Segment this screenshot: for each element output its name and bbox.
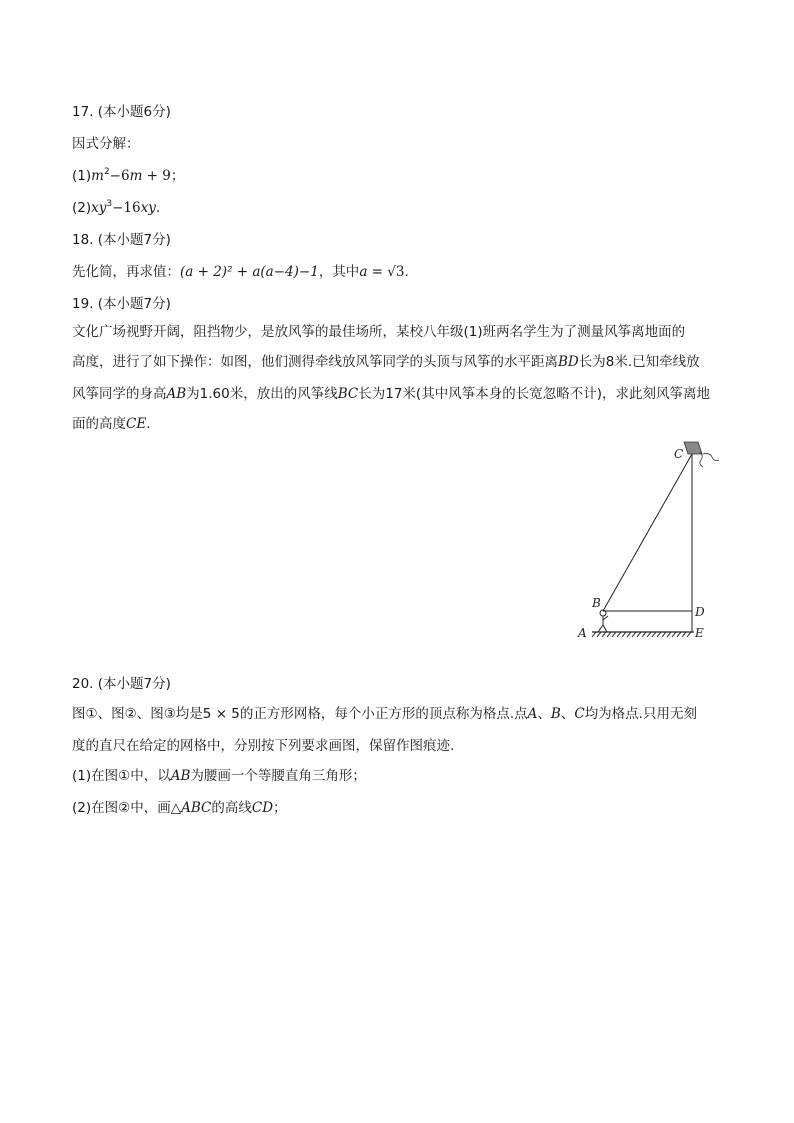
q19-var-ce: CE — [126, 416, 147, 432]
q17-header: 17. (本小题6分) — [72, 104, 171, 120]
q17-part1 — [72, 166, 184, 186]
q18-body — [72, 262, 409, 282]
q20-part2 — [72, 798, 287, 818]
q19-line3 — [72, 384, 710, 404]
q18-cond-end: . — [404, 264, 409, 280]
kite-figure — [570, 436, 730, 646]
q17-p1-var-m: m — [91, 168, 104, 184]
ground-hatch — [592, 632, 694, 637]
q17-p2-coef: −16 — [112, 200, 141, 216]
q17-p1-var-m2: m — [129, 168, 143, 184]
q20-line1-b: 均为格点.只用无刻 — [584, 706, 697, 722]
q19-line2 — [72, 352, 700, 372]
q19-var-ab: AB — [166, 386, 187, 402]
q17-p2-end: . — [155, 200, 161, 216]
q19-line4-a: 面的高度 — [72, 416, 126, 432]
q20-header: 20. (本小题7分) — [72, 676, 171, 692]
q17-p2-var-xy: xy — [91, 200, 107, 216]
kite-icon — [684, 442, 719, 467]
q19-var-bd: BD — [558, 354, 579, 370]
q20-p2-c: ； — [273, 800, 287, 816]
q20-point-a: A — [527, 706, 538, 722]
q17-part2 — [72, 198, 160, 218]
q19-line2-b: 长为8米.已知牵线放 — [578, 354, 700, 370]
q20-sep2: 、 — [560, 706, 575, 722]
q17-p1-coef: −6 — [109, 168, 130, 184]
person-icon — [598, 610, 608, 632]
q20-line1 — [72, 704, 697, 724]
q20-line1-a: 图①、图②、图③均是5 × 5的正方形网格，每个小正方形的顶点称为格点.点 — [72, 706, 528, 722]
q20-p1-var-ab: AB — [170, 768, 191, 784]
q19-line1: 文化广场视野开阔，阻挡物少，是放风筝的最佳场所，某校八年级(1)班两名学生为了测量风筝离地面的 — [72, 324, 686, 340]
q18-text-b: ，其中 — [318, 264, 360, 280]
q20-sep1: 、 — [537, 706, 551, 722]
q19-header: 19. (本小题7分) — [72, 296, 171, 312]
label-a: A — [578, 626, 587, 640]
q19-var-bc: BC — [337, 386, 359, 402]
q20-p1-b: 为腰画一个等腰直角三角形； — [190, 768, 366, 784]
q20-p2-var-cd: CD — [251, 800, 274, 816]
q19-line2-a: 高度，进行了如下操作：如图，他们测得牵线放风筝同学的头顶与风筝的水平距离 — [72, 354, 558, 370]
q20-line2: 度的直尺在给定的网格中，分别按下列要求画图，保留作图痕迹. — [72, 738, 455, 754]
q17-p2-exponent: 3 — [106, 199, 113, 209]
q17-p2-label: (2) — [72, 200, 92, 216]
q19-line3-a: 风筝同学的身高 — [72, 386, 167, 402]
q19-line4 — [72, 414, 150, 434]
q20-point-b: B — [550, 706, 561, 722]
q18-cond-value: = √3 — [367, 264, 405, 280]
label-e: E — [695, 626, 704, 640]
q17-p1-label: (1) — [72, 168, 92, 184]
q20-point-c: C — [574, 706, 585, 722]
q19-line4-b: . — [146, 416, 151, 432]
q18-expression: (a + 2)² + a(a−4)−1 — [180, 264, 319, 280]
q20-p2-b: 的高线 — [211, 800, 252, 816]
q19-line3-b: 为1.60米，放出的风筝线 — [186, 386, 338, 402]
q20-p1-a: (1)在图①中，以 — [72, 768, 171, 784]
q20-p2-var-abc: ABC — [181, 800, 212, 816]
q20-p2-a: (2)在图②中，画△ — [72, 800, 182, 816]
q17-p1-const: + 9； — [142, 168, 185, 184]
kite-string-bc — [603, 454, 692, 611]
q17-intro: 因式分解： — [72, 136, 140, 152]
q17-p2-var-xy2: xy — [140, 200, 156, 216]
q19-line3-c: 长为17米(其中风筝本身的长宽忽略不计)，求此刻风筝离地 — [358, 386, 710, 402]
q18-cond-var: a — [359, 264, 368, 280]
label-c: C — [674, 447, 684, 461]
q18-text-a: 先化简，再求值： — [72, 264, 180, 280]
q17-p1-exponent: 2 — [103, 167, 110, 177]
label-d: D — [695, 605, 705, 619]
q18-header: 18. (本小题7分) — [72, 232, 171, 248]
q20-part1 — [72, 766, 366, 786]
label-b: B — [592, 596, 601, 610]
